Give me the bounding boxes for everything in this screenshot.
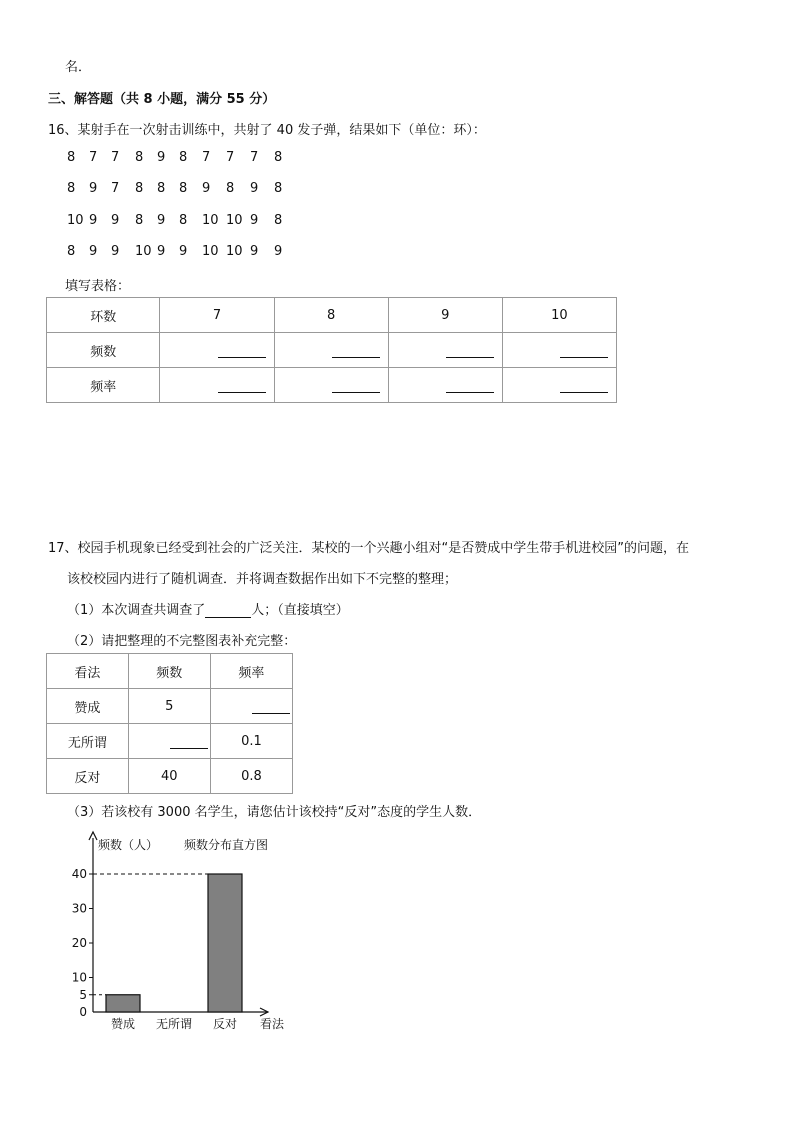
- q16-score: 8: [135, 181, 144, 196]
- y-tick-label: 20: [71, 936, 87, 950]
- q16-blank-cell[interactable]: [388, 333, 502, 368]
- q17-header: 看法: [47, 654, 129, 689]
- x-category-label: 反对: [212, 1017, 238, 1031]
- q16-blank-cell[interactable]: [160, 368, 274, 403]
- q16-score: 10: [135, 244, 152, 259]
- q17-freq-cell: 40: [128, 759, 210, 794]
- q16-score: 9: [157, 213, 166, 228]
- q16-score: 7: [226, 150, 235, 165]
- q17-stem-line2: 该校校园内进行了随机调查．并将调查数据作出如下不完整的整理；: [67, 572, 458, 587]
- q17-row-label: 反对: [47, 759, 129, 794]
- q16-col-header: 9: [388, 298, 502, 333]
- q16-blank-cell[interactable]: [502, 368, 616, 403]
- q16-score: 7: [89, 150, 98, 165]
- q16-score: 9: [157, 150, 166, 165]
- section-heading: 三、解答题（共 8 小题，满分 55 分）: [48, 92, 276, 107]
- q16-score: 9: [89, 181, 98, 196]
- q16-blank-cell[interactable]: [388, 368, 502, 403]
- q17-stem-line1: 17、校园手机现象已经受到社会的广泛关注．某校的一个兴趣小组对“是否赞成中学生带手机进校园”的问题，在: [48, 541, 690, 556]
- q17-part1-blank[interactable]: [205, 607, 251, 618]
- q16-score: 9: [111, 244, 120, 259]
- q16-row-label: 频率: [47, 368, 160, 403]
- q16-score: 10: [67, 213, 84, 228]
- q17-freq-cell: 5: [128, 689, 210, 724]
- chart-title: 频数分布直方图: [184, 838, 269, 852]
- q16-col-header: 10: [502, 298, 616, 333]
- q16-score: 9: [111, 213, 120, 228]
- q16-data-row: [67, 213, 307, 229]
- q17-part2: （2）请把整理的不完整图表补充完整：: [67, 634, 297, 649]
- q16-data-row: [67, 150, 307, 166]
- histogram-chart: [60, 828, 300, 1040]
- q17-part1-suffix: 人；（直接填空）: [251, 603, 349, 618]
- q16-blank-cell[interactable]: [502, 333, 616, 368]
- y-tick-label: 30: [71, 901, 87, 916]
- q16-col-header: 7: [160, 298, 274, 333]
- q16-score: 9: [250, 244, 259, 259]
- q17-row-label: 无所谓: [47, 724, 129, 759]
- q16-data-row: [67, 244, 307, 260]
- q16-score: 8: [226, 181, 235, 196]
- q16-score: 9: [89, 213, 98, 228]
- q17-rate-cell: 0.1: [210, 724, 292, 759]
- q16-score: 10: [202, 213, 219, 228]
- q17-rate-cell: 0.8: [210, 759, 292, 794]
- q16-score: 8: [67, 150, 76, 165]
- q17-part1: [67, 599, 349, 618]
- q16-blank-cell[interactable]: [160, 333, 274, 368]
- q16-score: 8: [274, 150, 283, 165]
- q16-score: 9: [274, 244, 283, 259]
- q17-part3: （3）若该校有 3000 名学生，请您估计该校持“反对”态度的学生人数．: [67, 805, 482, 820]
- q16-score: 8: [274, 181, 283, 196]
- y-axis-label: 频数（人）: [98, 838, 159, 852]
- q16-score: 7: [111, 150, 120, 165]
- q16-score: 8: [179, 213, 188, 228]
- q16-score: 9: [89, 244, 98, 259]
- q16-score: 8: [179, 150, 188, 165]
- x-category-label: 无所谓: [155, 1017, 193, 1031]
- q16-fill-label: 填写表格：: [65, 279, 131, 294]
- q17-header: 频数: [128, 654, 210, 689]
- q16-score: 7: [202, 150, 211, 165]
- q16-score: 8: [157, 181, 166, 196]
- q16-score: 8: [67, 244, 76, 259]
- q16-score: 9: [157, 244, 166, 259]
- q16-blank-cell[interactable]: [274, 333, 388, 368]
- q16-header-label: 环数: [47, 298, 160, 333]
- q16-score: 7: [111, 181, 120, 196]
- q16-score: 8: [179, 181, 188, 196]
- q16-score: 9: [250, 213, 259, 228]
- x-axis-label: 看法: [259, 1017, 285, 1031]
- q16-score: 10: [226, 244, 243, 259]
- q17-table: [46, 653, 293, 794]
- q17-row-label: 赞成: [47, 689, 129, 724]
- q16-stem: 16、某射手在一次射击训练中，共射了 40 发子弹，结果如下（单位：环）：: [48, 123, 486, 138]
- q17-blank-cell[interactable]: [210, 689, 292, 724]
- q16-data-row: [67, 181, 307, 197]
- q16-score: 8: [67, 181, 76, 196]
- q17-blank-cell[interactable]: [128, 724, 210, 759]
- q16-row-label: 频数: [47, 333, 160, 368]
- intro-fragment: 名．: [65, 60, 92, 75]
- q16-score: 10: [226, 213, 243, 228]
- q16-table: [46, 297, 617, 403]
- y-tick-label: 0: [79, 1005, 87, 1019]
- q16-score: 9: [202, 181, 211, 196]
- y-tick-label: 5: [79, 987, 87, 1002]
- q16-score: 9: [179, 244, 188, 259]
- q16-score: 8: [135, 213, 144, 228]
- q16-score: 8: [274, 213, 283, 228]
- q16-score: 9: [250, 181, 259, 196]
- y-tick-label: 40: [71, 867, 87, 881]
- x-category-label: 赞成: [110, 1017, 136, 1031]
- q16-score: 10: [202, 244, 219, 259]
- histogram-bar: [106, 995, 140, 1012]
- histogram-bar: [208, 874, 242, 1012]
- q16-score: 7: [250, 150, 259, 165]
- q17-part1-prefix: （1）本次调查共调查了: [67, 603, 206, 618]
- y-tick-label: 10: [71, 970, 87, 985]
- q16-blank-cell[interactable]: [274, 368, 388, 403]
- q16-score: 8: [135, 150, 144, 165]
- q16-col-header: 8: [274, 298, 388, 333]
- q17-header: 频率: [210, 654, 292, 689]
